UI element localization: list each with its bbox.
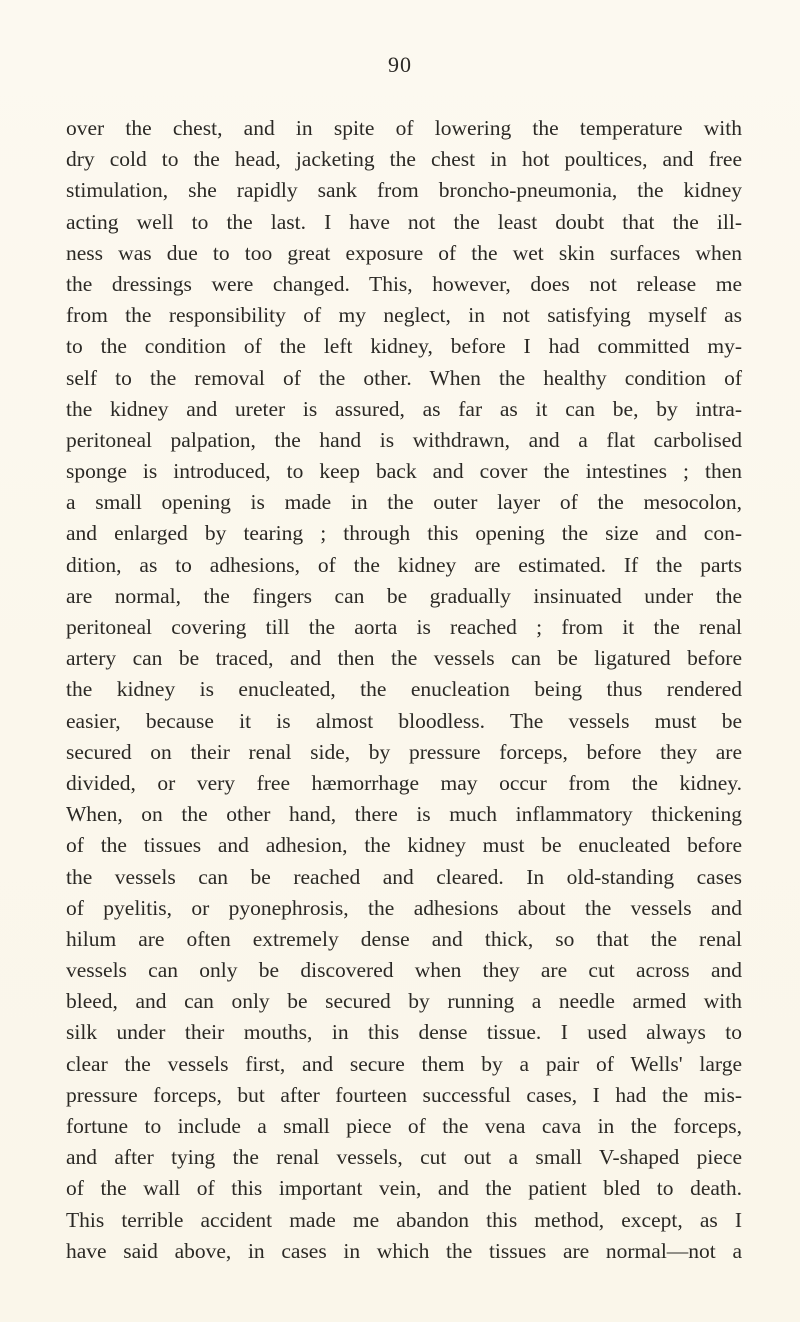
text-line: pressure forceps, but after fourteen successful cases, I had the mis-	[66, 1082, 742, 1107]
body-text	[66, 113, 742, 1267]
text-line: are normal, the fingers can be gradually insinuated under the	[66, 583, 742, 608]
text-line: acting well to the last. I have not the least doubt that the ill-	[66, 209, 742, 234]
text-line: peritoneal palpation, the hand is withdrawn, and a flat carbolised	[66, 427, 742, 452]
text-line: hilum are often extremely dense and thick, so that the renal	[66, 926, 742, 951]
text-line: sponge is introduced, to keep back and cover the intestines ; then	[66, 459, 742, 484]
text-line: and after tying the renal vessels, cut out a small V-shaped piece	[66, 1145, 742, 1170]
text-line: the kidney and ureter is assured, as far as it can be, by intra-	[66, 396, 742, 421]
text-line: secured on their renal side, by pressure forceps, before they are	[66, 739, 742, 764]
text-line: bleed, and can only be secured by running a needle armed with	[66, 989, 742, 1014]
text-line: the kidney is enucleated, the enucleation being thus rendered	[66, 677, 742, 702]
text-line: the vessels can be reached and cleared. In old-standing cases	[66, 864, 742, 889]
text-line: vessels can only be discovered when they are cut across and	[66, 958, 742, 983]
text-line: stimulation, she rapidly sank from broncho-pneumonia, the kidney	[66, 178, 742, 203]
text-line: artery can be traced, and then the vessels can be ligatured before	[66, 646, 742, 671]
text-line: of pyelitis, or pyonephrosis, the adhesions about the vessels and	[66, 895, 742, 920]
text-line: and enlarged by tearing ; through this opening the size and con-	[66, 521, 742, 546]
text-line: over the chest, and in spite of lowering the temperature with	[66, 116, 742, 140]
text-line: clear the vessels first, and secure them by a pair of Wells' large	[66, 1051, 742, 1076]
text-line: divided, or very free hæmorrhage may occur from the kidney.	[66, 770, 742, 795]
text-line: fortune to include a small piece of the vena cava in the forceps,	[66, 1114, 742, 1138]
text-line: easier, because it is almost bloodless. The vessels must be	[66, 708, 742, 733]
text-line: of the wall of this important vein, and the patient bled to death.	[66, 1176, 742, 1201]
text-line: a small opening is made in the outer layer of the mesocolon,	[66, 490, 742, 515]
text-line: to the condition of the left kidney, before I had committed my-	[66, 334, 742, 359]
text-line: of the tissues and adhesion, the kidney must be enucleated before	[66, 833, 742, 858]
text-line: silk under their mouths, in this dense tissue. I used always to	[66, 1020, 742, 1045]
text-line: When, on the other hand, there is much inflammatory thickening	[66, 802, 742, 827]
text-line: self to the removal of the other. When the healthy condition of	[66, 365, 742, 390]
page-number: 90	[388, 52, 412, 77]
text-line: dry cold to the head, jacketing the chest in hot poultices, and free	[66, 147, 742, 172]
text-line: dition, as to adhesions, of the kidney are estimated. If the parts	[66, 552, 742, 577]
text-line: the dressings were changed. This, however, does not release me	[66, 271, 742, 296]
text-line: This terrible accident made me abandon this method, except, as I	[66, 1207, 742, 1232]
text-line: from the responsibility of my neglect, in not satisfying myself as	[66, 303, 742, 328]
text-line: ness was due to too great exposure of the wet skin surfaces when	[66, 240, 742, 265]
text-line: have said above, in cases in which the tissues are normal—not a	[66, 1238, 742, 1263]
text-line: peritoneal covering till the aorta is reached ; from it the renal	[66, 615, 742, 639]
